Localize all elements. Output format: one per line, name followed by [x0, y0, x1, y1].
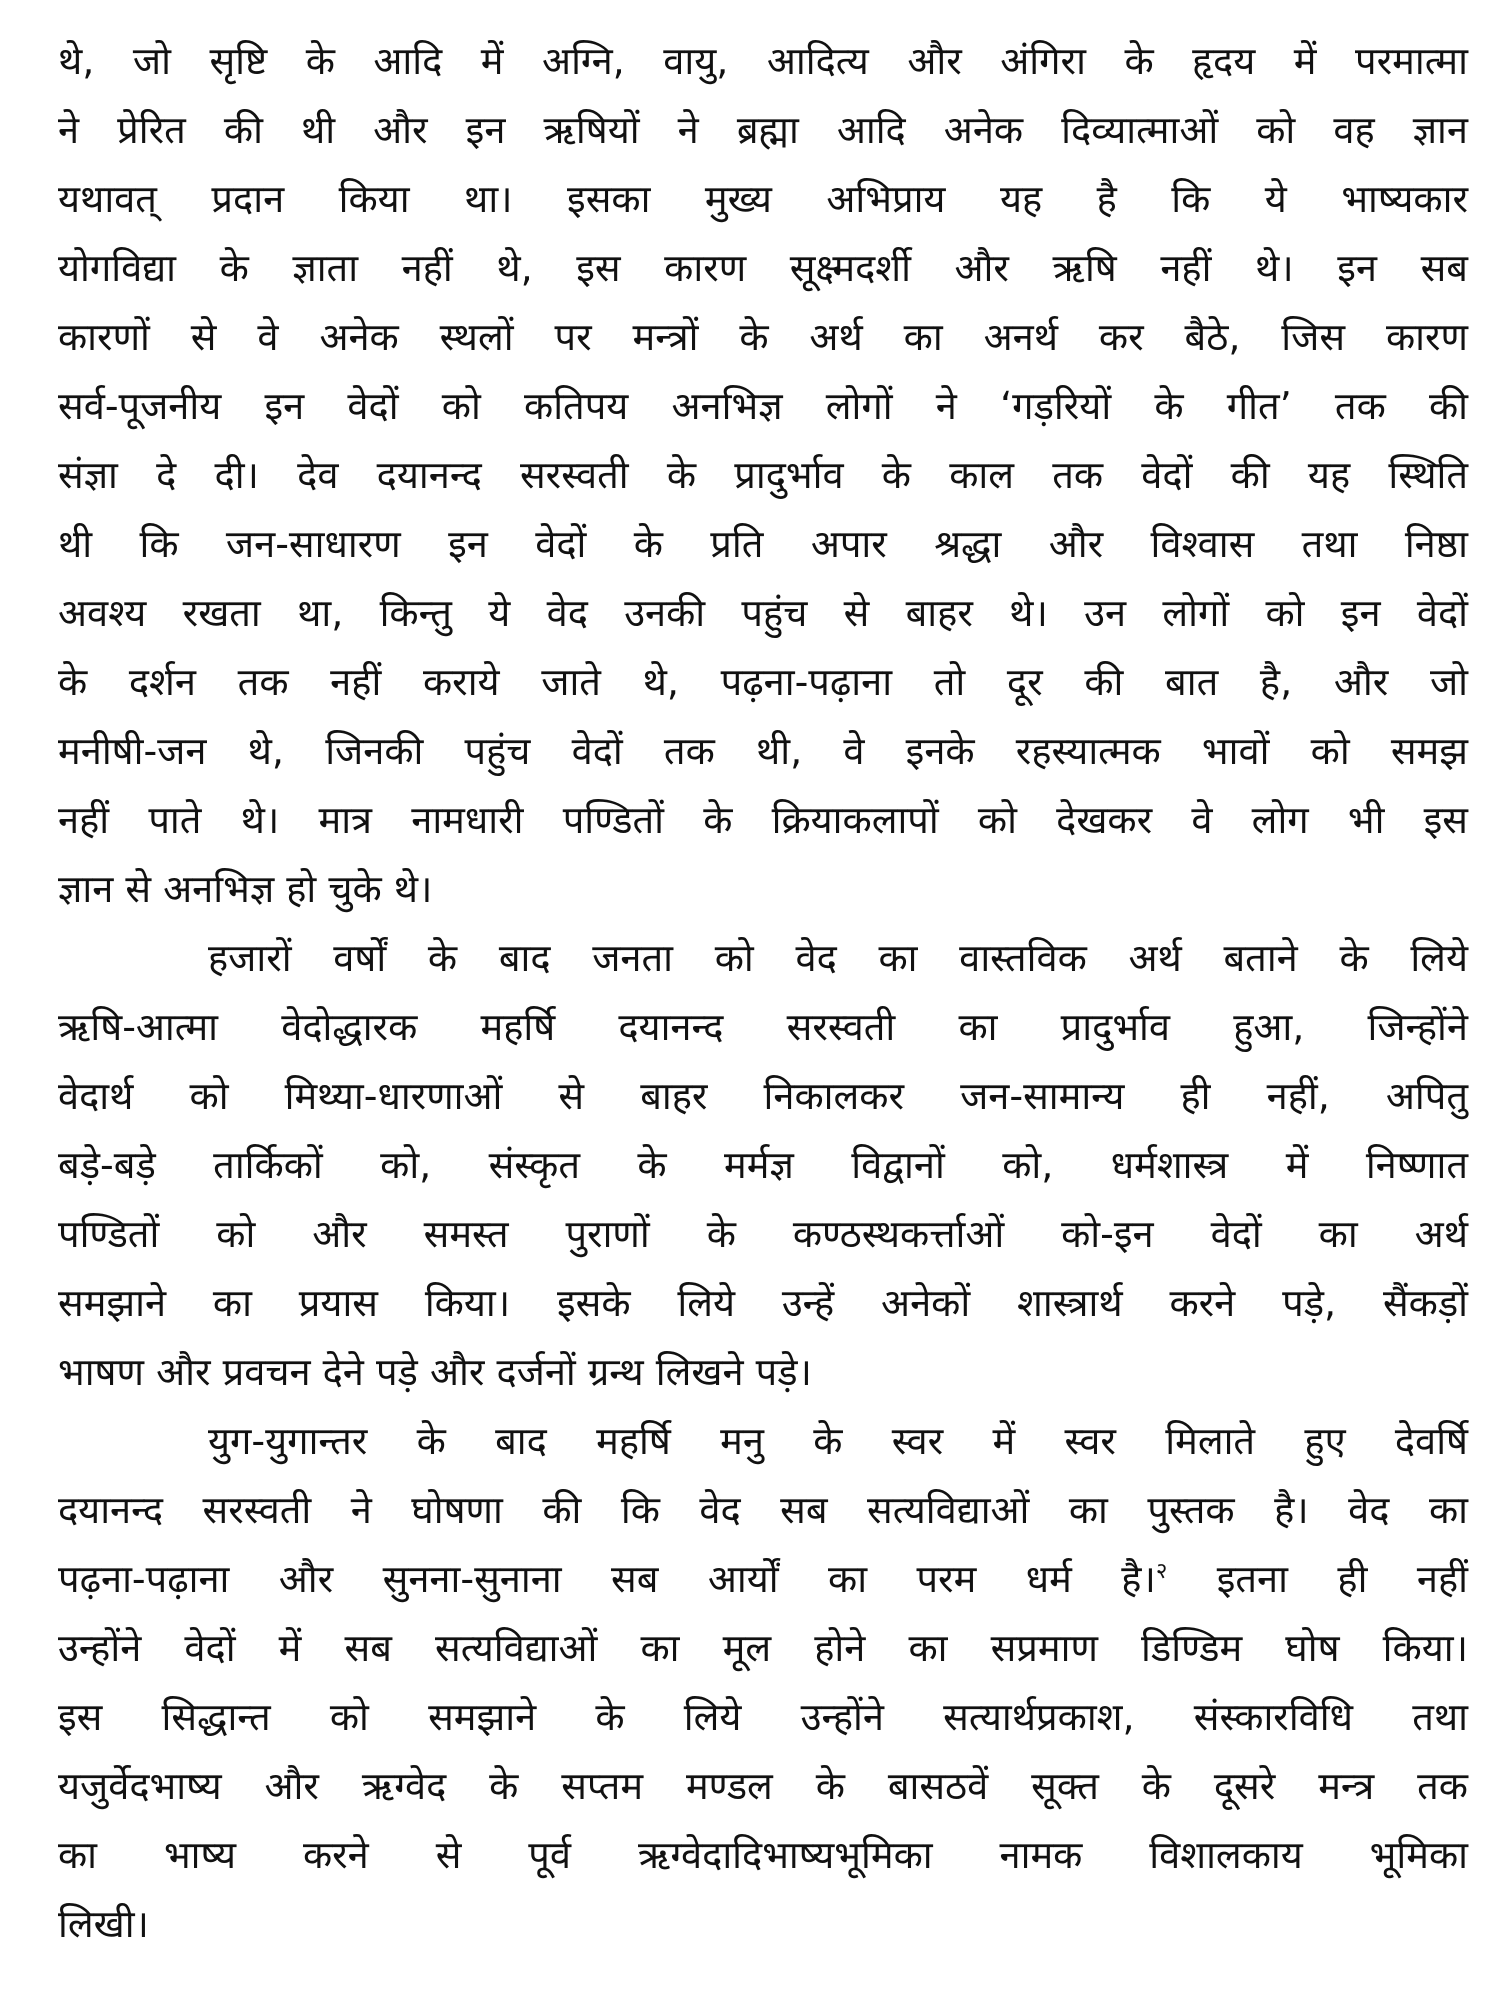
- text-line: संज्ञा दे दी। देव दयानन्द सरस्वती के प्रादुर्भाव के काल तक वेदों की यह स्थिति: [58, 453, 1468, 497]
- text-line: यथावत् प्रदान किया था। इसका मुख्य अभिप्राय यह है कि ये भाष्यकार: [58, 177, 1468, 221]
- text-segment: इतना ही नहीं: [1167, 1557, 1468, 1601]
- text-line: दयानन्द सरस्वती ने घोषणा की कि वेद सब सत्यविद्याओं का पुस्तक है। वेद का: [58, 1488, 1468, 1532]
- document-page: [58, 30, 1468, 1980]
- text-line: योगविद्या के ज्ञाता नहीं थे, इस कारण सूक्ष्मदर्शी और ऋषि नहीं थे। इन सब: [58, 246, 1468, 290]
- text-line-with-footnote: [58, 1548, 1468, 1610]
- text-line: अवश्य रखता था, किन्तु ये वेद उनकी पहुंच से बाहर थे। उन लोगों को इन वेदों: [58, 591, 1468, 635]
- text-line: बड़े-बड़े तार्किकों को, संस्कृत के मर्मज्ञ विद्वानों को, धर्मशास्त्र में निष्णात: [58, 1143, 1468, 1187]
- text-line: ज्ञान से अनभिज्ञ हो चुके थे।: [58, 867, 433, 911]
- text-line: लिखी।: [58, 1902, 149, 1946]
- text-line: इस सिद्धान्त को समझाने के लिये उन्होंने सत्यार्थप्रकाश, संस्कारविधि तथा: [58, 1695, 1468, 1739]
- text-line: सर्व-पूजनीय इन वेदों को कतिपय अनभिज्ञ लोगों ने ‘गड़रियों के गीत’ तक की: [58, 384, 1468, 428]
- text-line: मनीषी-जन थे, जिनकी पहुंच वेदों तक थी, वे इनके रहस्यात्मक भावों को समझ: [58, 729, 1468, 773]
- text-line: भाषण और प्रवचन देने पड़े और दर्जनों ग्रन्थ लिखने पड़े।: [58, 1350, 812, 1394]
- footnote-marker: २: [1155, 1559, 1168, 1584]
- text-line: समझाने का प्रयास किया। इसके लिये उन्हें अनेकों शास्त्रार्थ करने पड़े, सैंकड़ों: [58, 1281, 1468, 1325]
- text-line: वेदार्थ को मिथ्या-धारणाओं से बाहर निकालकर जन-सामान्य ही नहीं, अपितु: [58, 1074, 1468, 1118]
- text-line: के दर्शन तक नहीं कराये जाते थे, पढ़ना-पढ़ाना तो दूर की बात है, और जो: [58, 660, 1468, 704]
- text-line: थी कि जन-साधारण इन वेदों के प्रति अपार श्रद्धा और विश्वास तथा निष्ठा: [58, 522, 1468, 566]
- text-line: पण्डितों को और समस्त पुराणों के कण्ठस्थकर्त्ताओं को-इन वेदों का अर्थ: [58, 1212, 1468, 1256]
- text-line: यजुर्वेदभाष्य और ऋग्वेद के सप्तम मण्डल के बासठवें सूक्त के दूसरे मन्त्र तक: [58, 1764, 1468, 1808]
- text-line: उन्होंने वेदों में सब सत्यविद्याओं का मूल होने का सप्रमाण डिण्डिम घोष किया।: [58, 1626, 1468, 1670]
- text-line: युग-युगान्तर के बाद महर्षि मनु के स्वर में स्वर मिलाते हुए देवर्षि: [208, 1419, 1468, 1463]
- text-line: ऋषि-आत्मा वेदोद्धारक महर्षि दयानन्द सरस्वती का प्रादुर्भाव हुआ, जिन्होंने: [58, 1005, 1468, 1049]
- text-line: का भाष्य करने से पूर्व ऋग्वेदादिभाष्यभूमिका नामक विशालकाय भूमिका: [58, 1833, 1468, 1877]
- text-segment: पढ़ना-पढ़ाना और सुनना-सुनाना सब आर्यों का परम धर्म है।: [58, 1557, 1156, 1601]
- text-line: कारणों से वे अनेक स्थलों पर मन्त्रों के अर्थ का अनर्थ कर बैठे, जिस कारण: [58, 315, 1468, 359]
- text-line: हजारों वर्षों के बाद जनता को वेद का वास्तविक अर्थ बताने के लिये: [208, 936, 1468, 980]
- text-line: ने प्रेरित की थी और इन ऋषियों ने ब्रह्मा आदि अनेक दिव्यात्माओं को वह ज्ञान: [58, 108, 1468, 152]
- text-line: नहीं पाते थे। मात्र नामधारी पण्डितों के क्रियाकलापों को देखकर वे लोग भी इस: [58, 798, 1468, 842]
- text-line: थे, जो सृष्टि के आदि में अग्नि, वायु, आदित्य और अंगिरा के हृदय में परमात्मा: [58, 39, 1468, 83]
